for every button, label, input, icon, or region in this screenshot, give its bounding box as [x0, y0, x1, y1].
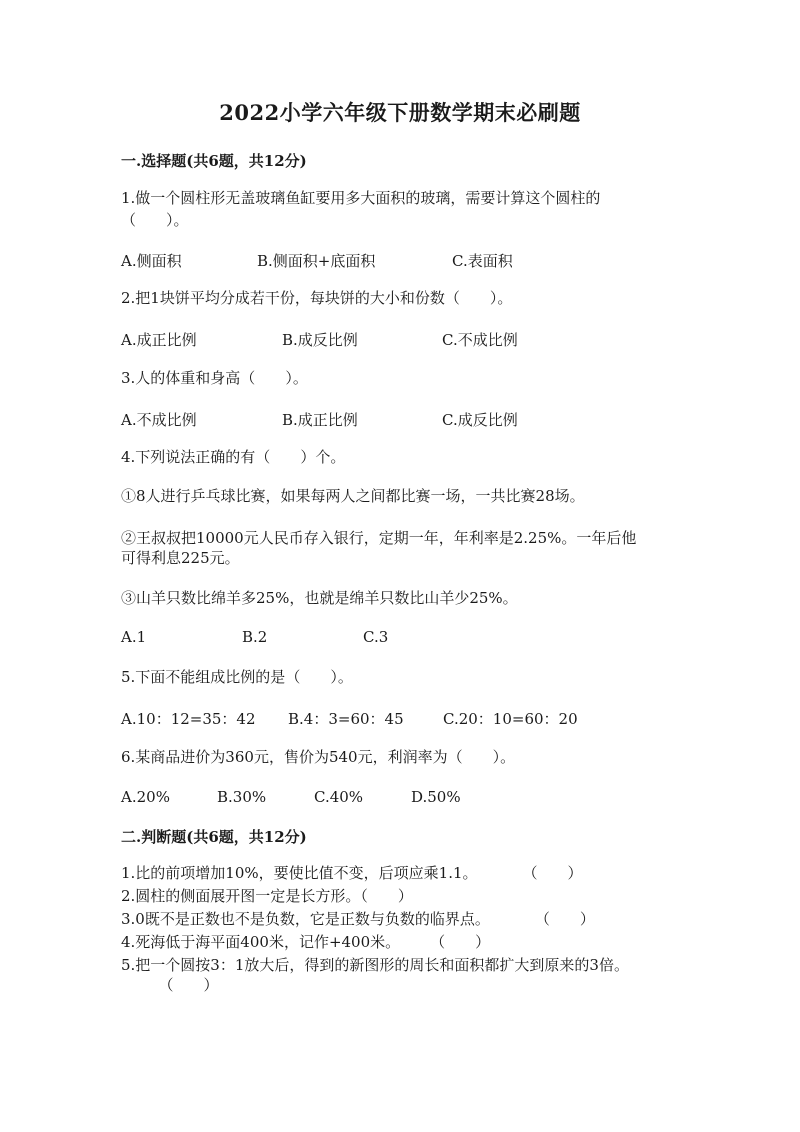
- answer-option: B.2: [242, 628, 268, 646]
- judgment-item: 2.圆柱的侧面展开图一定是长方形。（ ）: [121, 887, 413, 905]
- page-title: 2022小学六年级下册数学期末必刷题: [219, 100, 581, 125]
- section-heading-choice: 一.选择题(共6题，共12分): [121, 152, 307, 170]
- answer-option: B.侧面积+底面积: [257, 252, 376, 270]
- answer-option: A.不成比例: [121, 411, 197, 429]
- judgment-item: （ ）: [121, 976, 219, 994]
- question-text: 2.把1块饼平均分成若干份，每块饼的大小和份数（ ）。: [121, 289, 513, 307]
- question-text: 4.下列说法正确的有（ ）个。: [121, 448, 346, 466]
- answer-option: B.成反比例: [282, 331, 358, 349]
- answer-option: C.20：10=60：20: [443, 710, 578, 728]
- section-heading-judgment: 二.判断题(共6题，共12分): [121, 828, 307, 846]
- question-text: 6.某商品进价为360元，售价为540元，利润率为（ ）。: [121, 748, 516, 766]
- judgment-item: 5.把一个圆按3：1放大后，得到的新图形的周长和面积都扩大到原来的3倍。: [121, 956, 629, 974]
- question-text: 1.做一个圆柱形无盖玻璃鱼缸要用多大面积的玻璃，需要计算这个圆柱的: [121, 189, 601, 207]
- answer-option: C.成反比例: [442, 411, 518, 429]
- answer-option: C.40%: [314, 788, 364, 806]
- answer-option: A.20%: [121, 788, 170, 806]
- judgment-item: 1.比的前项增加10%，要使比值不变，后项应乘1.1。 （ ）: [121, 864, 583, 882]
- judgment-item: 3.0既不是正数也不是负数，它是正数与负数的临界点。 （ ）: [121, 910, 595, 928]
- answer-option: B.30%: [217, 788, 267, 806]
- answer-option: C.不成比例: [442, 331, 518, 349]
- answer-option: B.成正比例: [282, 411, 358, 429]
- answer-option: C.表面积: [452, 252, 513, 270]
- answer-option: A.10：12=35：42: [121, 710, 256, 728]
- statement-text: 可得利息225元。: [121, 549, 240, 567]
- statement-text: ②王叔叔把10000元人民币存入银行，定期一年，年利率是2.25%。一年后他: [121, 529, 637, 547]
- answer-option: A.成正比例: [121, 331, 197, 349]
- answer-option: B.4：3=60：45: [288, 710, 404, 728]
- answer-option: A.侧面积: [121, 252, 182, 270]
- statement-text: ①8人进行乒乓球比赛，如果每两人之间都比赛一场，一共比赛28场。: [121, 487, 585, 505]
- answer-option: D.50%: [411, 788, 461, 806]
- judgment-item: 4.死海低于海平面400米，记作+400米。 （ ）: [121, 933, 491, 951]
- answer-option: A.1: [121, 628, 147, 646]
- question-text: （ ）。: [121, 211, 189, 229]
- answer-option: C.3: [363, 628, 389, 646]
- question-text: 3.人的体重和身高（ ）。: [121, 369, 308, 387]
- question-text: 5.下面不能组成比例的是（ ）。: [121, 668, 353, 686]
- statement-text: ③山羊只数比绵羊多25%，也就是绵羊只数比山羊少25%。: [121, 589, 518, 607]
